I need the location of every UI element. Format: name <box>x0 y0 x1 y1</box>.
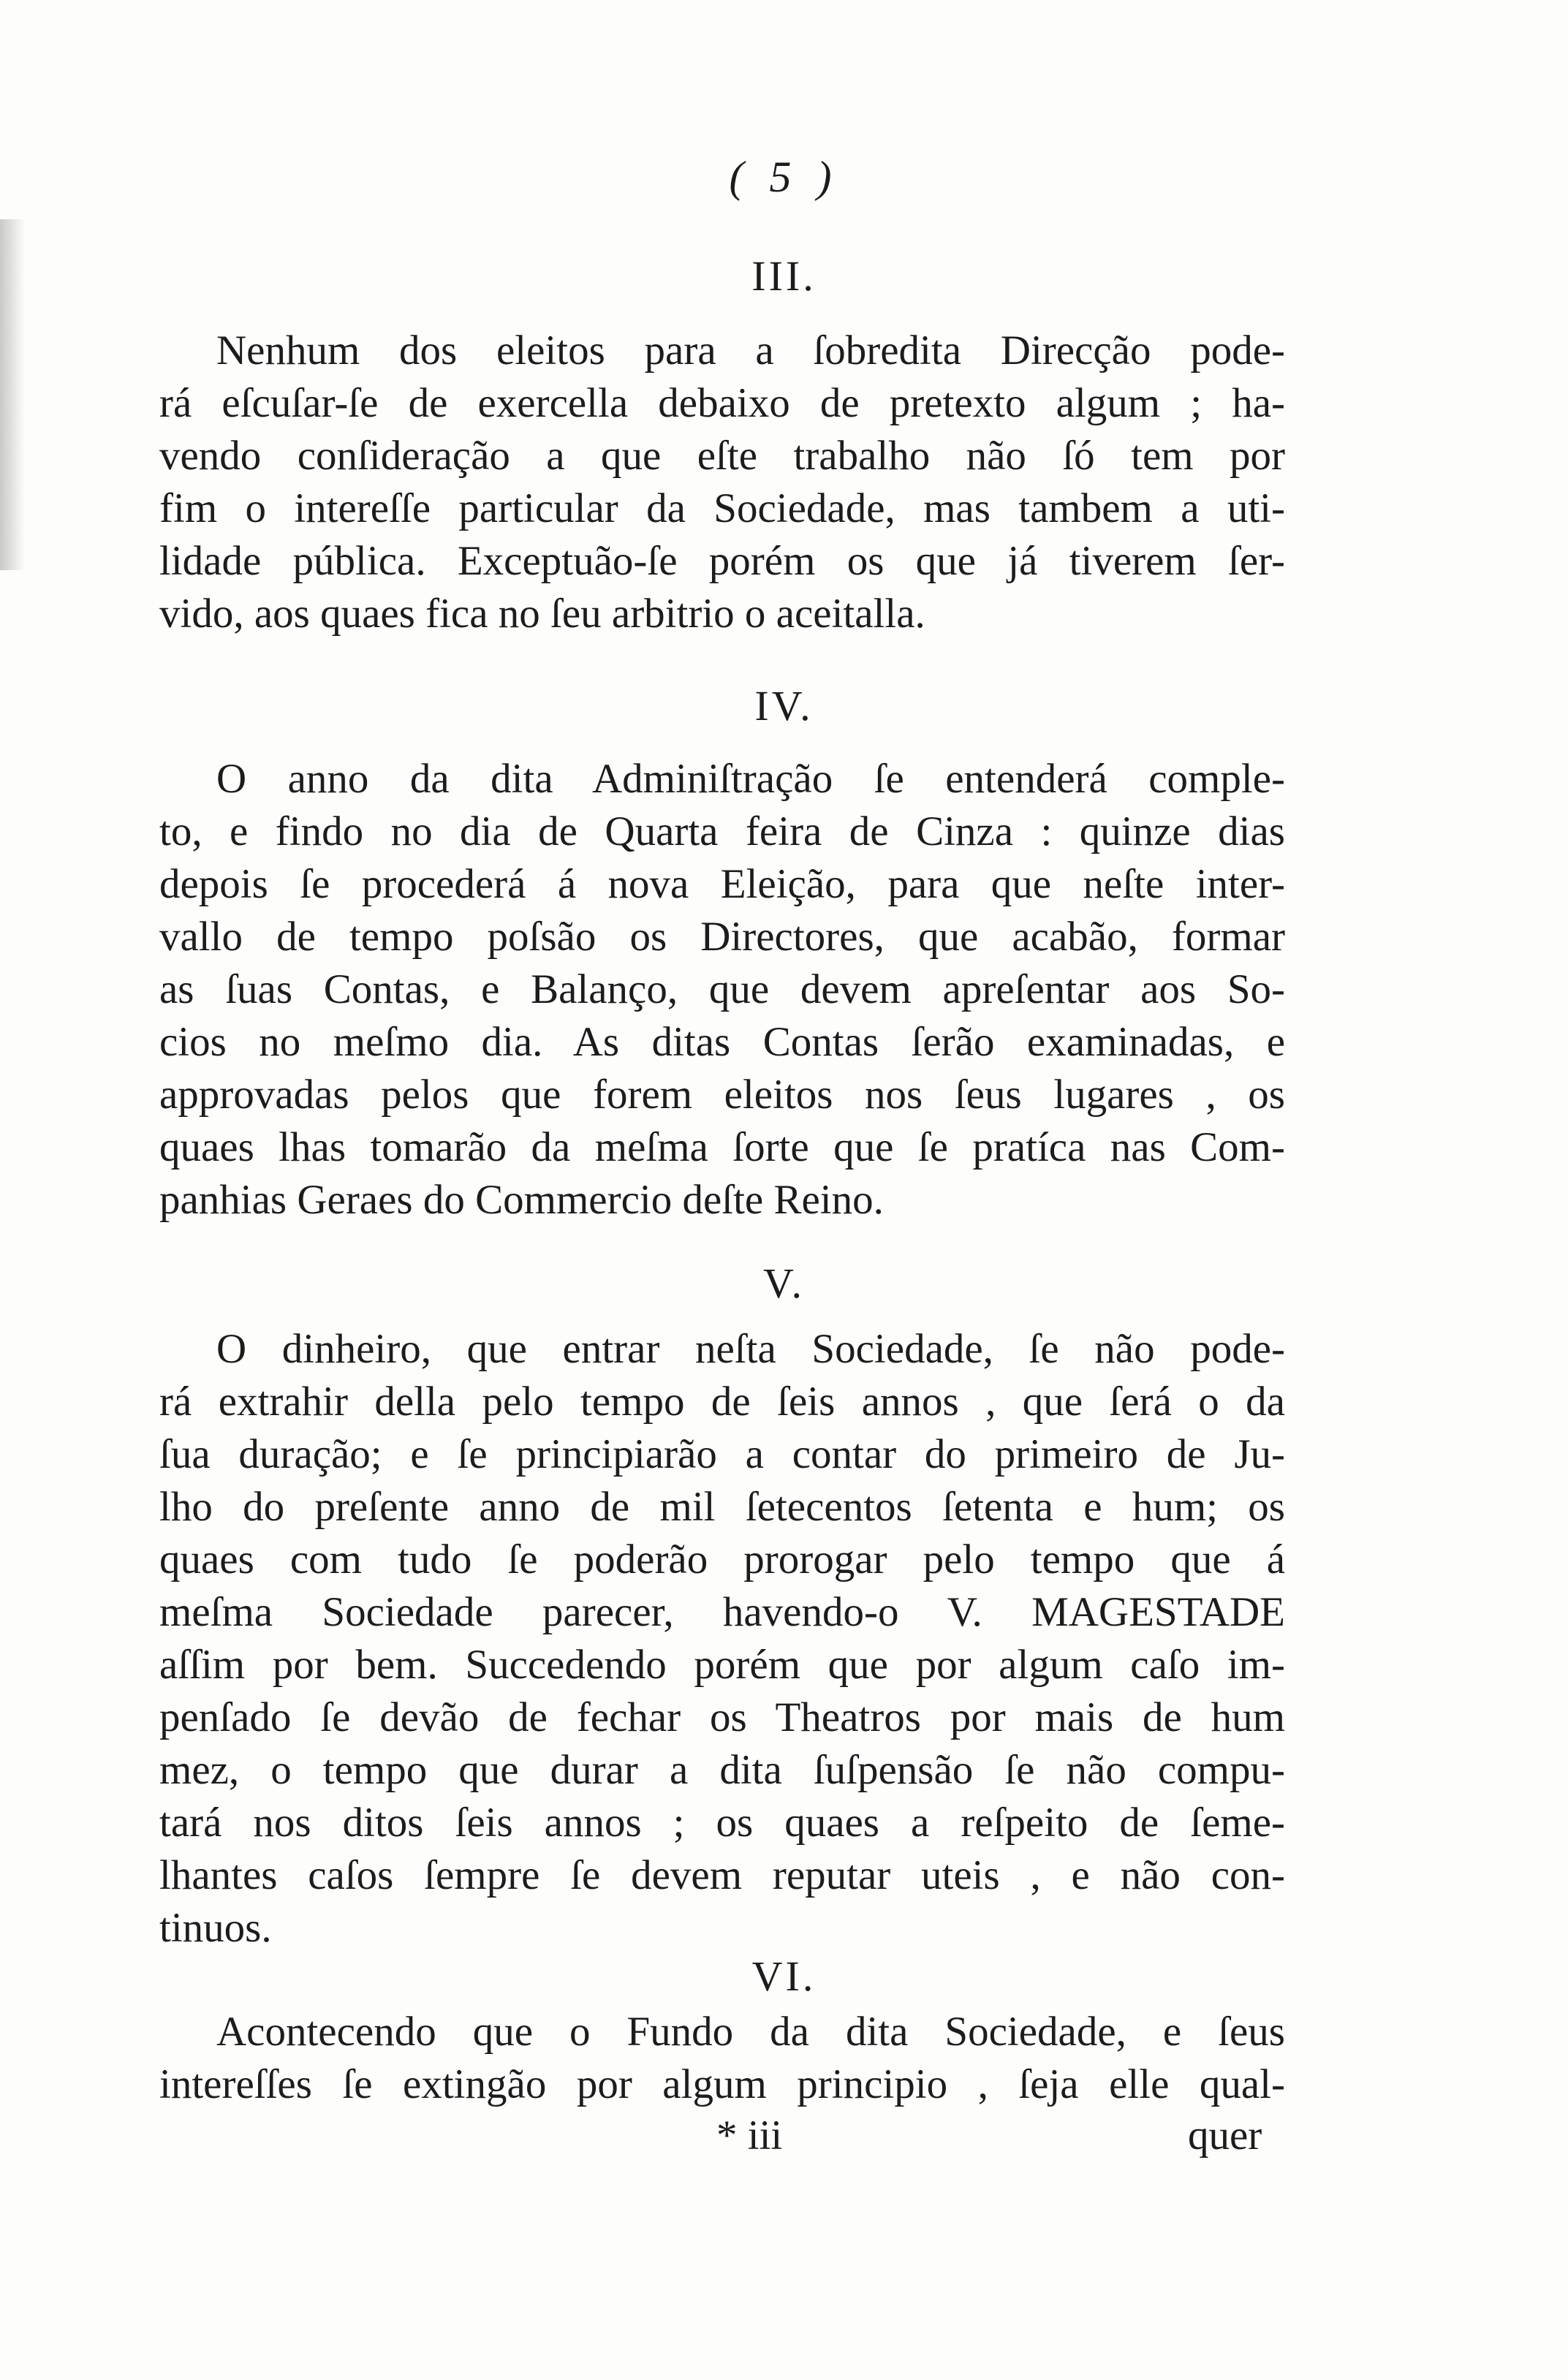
text-line: to, e findo no dia de Quarta feira de Cinza : quinze dias <box>159 808 1285 854</box>
text-line: Acontecendo que o Fundo da dita Sociedade, e ſeus <box>216 2009 1285 2055</box>
text-line: cios no meſmo dia. As ditas Contas ſerão examinadas, e <box>159 1019 1285 1065</box>
text-line: lhantes caſos ſempre ſe devem reputar uteis , e não con- <box>159 1852 1285 1898</box>
text-line: fim o intereſſe particular da Sociedade, mas tambem a uti- <box>159 485 1285 531</box>
text-line: mez, o tempo que durar a dita ſuſpensão ſe não compu- <box>159 1747 1285 1793</box>
text-line: O dinheiro, que entrar neſta Sociedade, ſe não pode- <box>216 1326 1285 1372</box>
text-line: tará nos ditos ſeis annos ; os quaes a reſpeito de ſeme- <box>159 1800 1285 1846</box>
text-line: O anno da dita Adminiſtração ſe entenderá comple- <box>216 756 1285 802</box>
text-line: ſua duração; e ſe principiarão a contar do primeiro de Ju- <box>159 1431 1285 1477</box>
text-line: aſſim por bem. Succedendo porém que por algum caſo im- <box>159 1642 1285 1688</box>
text-line: meſma Sociedade parecer, havendo-o V. MAGESTADE <box>159 1589 1285 1635</box>
text-line: vido, aos quaes fica no ſeu arbitrio o aceitalla. <box>159 591 925 637</box>
text-line: quaes com tudo ſe poderão prorogar pelo tempo que á <box>159 1536 1285 1583</box>
text-line: rá extrahir della pelo tempo de ſeis annos , que ſerá o da <box>159 1379 1285 1425</box>
text-line: vendo conſideração a que eſte trabalho não ſó tem por <box>159 433 1285 479</box>
text-line: approvadas pelos que forem eleitos nos ſeus lugares , os <box>159 1072 1285 1118</box>
section-paragraph-v <box>159 1323 1285 1955</box>
page-footer-line <box>0 2110 1568 2162</box>
section-paragraph-iv <box>159 753 1285 1227</box>
text-line: panhias Geraes do Commercio deſte Reino. <box>159 1177 884 1223</box>
text-line: Nenhum dos eleitos para a ſobredita Direcção pode- <box>216 327 1285 374</box>
text-line: lidade pública. Exceptuão-ſe porém os que já tiverem ſer- <box>159 538 1285 584</box>
section-paragraph-vi <box>159 2006 1285 2111</box>
text-line: quaes lhas tomarão da meſma ſorte que ſe pratíca nas Com- <box>159 1124 1285 1170</box>
text-line: vallo de tempo poſsão os Directores, que acabão, formar <box>159 914 1285 960</box>
text-line: rá eſcuſar-ſe de exercella debaixo de pretexto algum ; ha- <box>159 380 1285 426</box>
signature-mark: * iii <box>716 2112 783 2159</box>
page-number: ( 5 ) <box>729 153 839 201</box>
section-heading-v: V. <box>763 1259 805 1307</box>
section-heading-iii: III. <box>751 252 817 300</box>
text-line: penſado ſe devão de fechar os Theatros por mais de hum <box>159 1694 1285 1740</box>
text-line: lho do preſente anno de mil ſetecentos ſetenta e hum; os <box>159 1484 1285 1530</box>
text-line: tinuos. <box>159 1905 272 1951</box>
section-heading-iv: IV. <box>754 682 814 729</box>
section-paragraph-iii <box>159 325 1285 640</box>
text-line: depois ſe procederá á nova Eleição, para que neſte inter- <box>159 861 1285 907</box>
text-line: intereſſes ſe extingão por algum principio , ſeja elle qual- <box>159 2061 1285 2107</box>
catchword: quer <box>1188 2112 1262 2159</box>
section-heading-vi: VI. <box>751 1952 817 2000</box>
text-line: as ſuas Contas, e Balanço, que devem apreſentar aos So- <box>159 966 1285 1012</box>
